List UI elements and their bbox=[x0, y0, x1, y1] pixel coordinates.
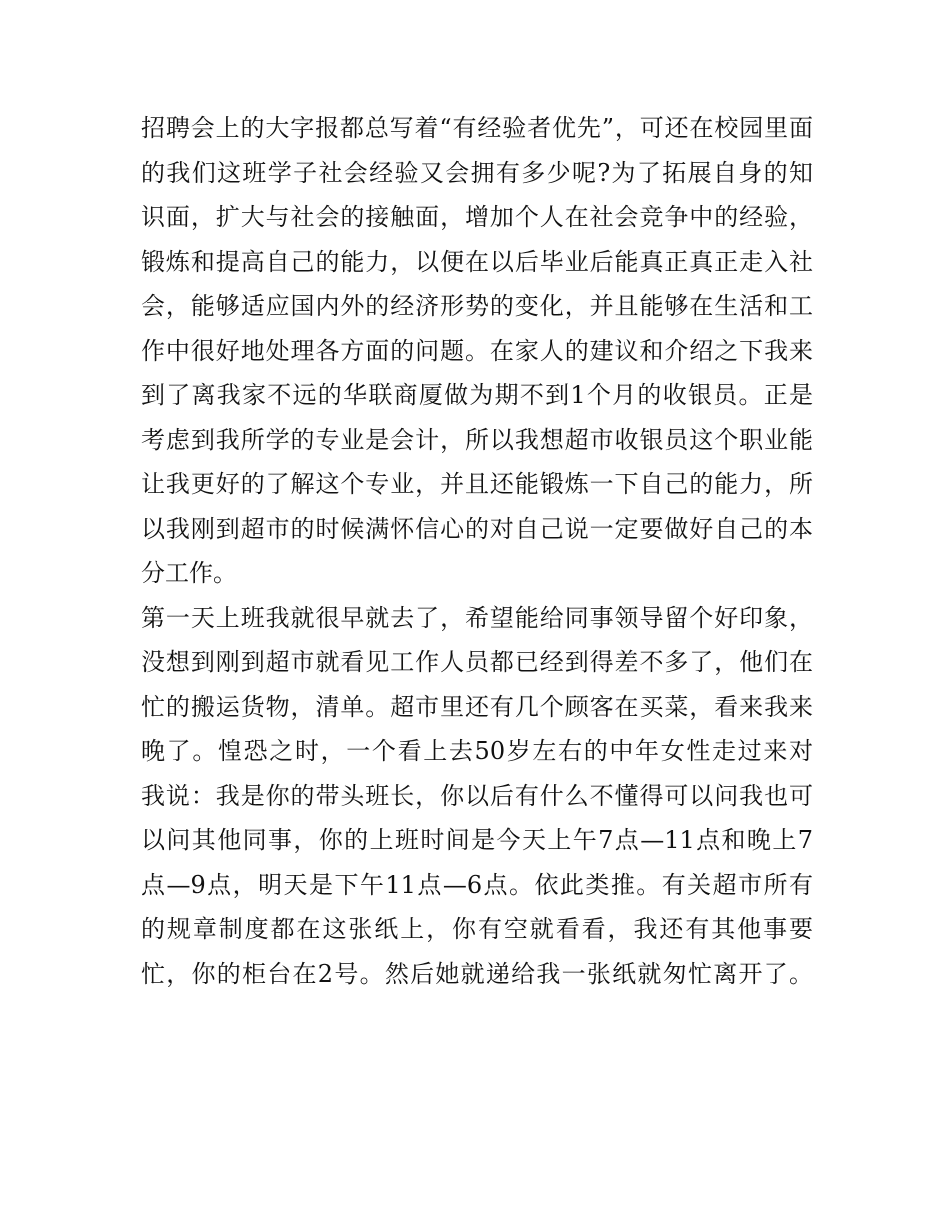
text-line: 作中很好地处理各方面的问题。在家人的建议和介绍之下我来 bbox=[141, 336, 813, 365]
text-line: 的规章制度都在这张纸上，你有空就看看，我还有其他事要 bbox=[141, 915, 813, 943]
text-line: 以问其他同事，你的上班时间是今天上午7点—11点和晚上7 bbox=[141, 826, 813, 854]
text-line: 到了离我家不远的华联商厦做为期不到1个月的收银员。正是 bbox=[141, 381, 813, 409]
text-line: 以我刚到超市的时候满怀信心的对自己说一定要做好自己的本 bbox=[141, 514, 813, 543]
text-line: 识面，扩大与社会的接触面，增加个人在社会竞争中的经验， bbox=[141, 203, 813, 231]
paragraph-1 bbox=[141, 106, 813, 596]
text-line: 的我们这班学子社会经验又会拥有多少呢?为了拓展自身的知 bbox=[141, 158, 813, 187]
text-line: 我说：我是你的带头班长，你以后有什么不懂得可以问我也可 bbox=[141, 781, 813, 810]
text-line: 招聘会上的大字报都总写着“有经验者优先”，可还在校园里面 bbox=[141, 114, 813, 142]
text-line: 忙的搬运货物，清单。超市里还有几个顾客在买菜，看来我来 bbox=[141, 692, 813, 721]
text-line: 没想到刚到超市就看见工作人员都已经到得差不多了，他们在 bbox=[141, 648, 813, 676]
text-line: 第一天上班我就很早就去了，希望能给同事领导留个好印象， bbox=[141, 603, 813, 632]
text-line: 让我更好的了解这个专业，并且还能锻炼一下自己的能力，所 bbox=[141, 470, 813, 498]
text-line: 点—9点，明天是下午11点—6点。依此类推。有关超市所有 bbox=[141, 870, 813, 899]
text-line: 锻炼和提高自己的能力，以便在以后毕业后能真正真正走入社 bbox=[141, 247, 813, 276]
text-line: 分工作。 bbox=[141, 559, 237, 587]
text-line: 忙，你的柜台在2号。然后她就递给我一张纸就匆忙离开了。 bbox=[141, 959, 813, 988]
text-line: 晚了。惶恐之时，一个看上去50岁左右的中年女性走过来对 bbox=[141, 737, 813, 765]
paragraph-2 bbox=[141, 596, 813, 997]
text-line: 会，能够适应国内外的经济形势的变化，并且能够在生活和工 bbox=[141, 292, 813, 320]
document-body bbox=[141, 106, 813, 996]
text-line: 考虑到我所学的专业是会计，所以我想超市收银员这个职业能 bbox=[141, 425, 813, 454]
